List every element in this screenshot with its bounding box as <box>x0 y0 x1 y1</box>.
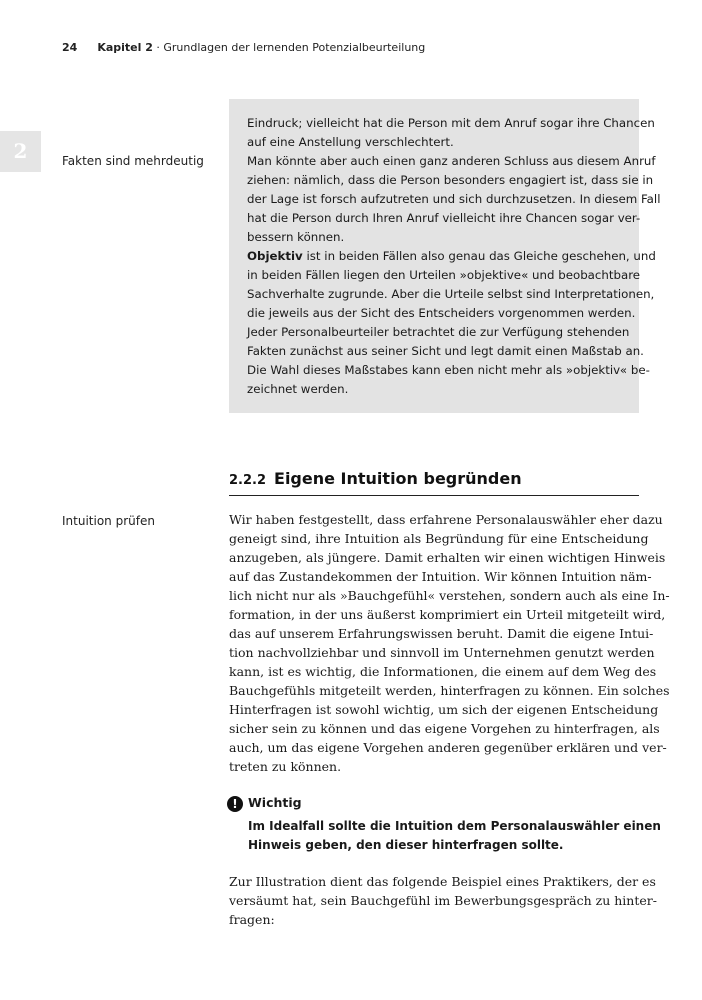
box-line: auf eine Anstellung verschlechtert. <box>247 135 454 149</box>
text-line: sicher sein zu können und das eigene Vorgehen zu hinterfragen, als <box>229 721 660 736</box>
text-line: das auf unserem Erfahrungswissen beruht. Damit die eigene Intui- <box>229 626 654 641</box>
box-line: Jeder Personalbeurteiler betrachtet die zur Verfügung stehenden <box>247 325 630 339</box>
chapter-title: Grundlagen der lernenden Potenzialbeurteilung <box>163 41 426 54</box>
box-line: Man könnte aber auch einen ganz anderen Schluss aus diesem Anruf <box>247 154 656 168</box>
example-box <box>229 99 661 413</box>
box-line-rest: ist in beiden Fällen also genau das Gleiche geschehen, und <box>302 249 656 263</box>
text-line: Bauchgefühls mitgeteilt werden, hinterfragen zu können. Ein solches <box>229 683 670 698</box>
box-line: die jeweils aus der Sicht des Entscheiders vorgenommen werden. <box>247 306 636 320</box>
text-line: tion nachvollziehbar und sinnvoll im Unternehmen genutzt werden <box>229 645 655 660</box>
box-paragraph-3 <box>247 247 656 399</box>
important-line: Im Idealfall sollte die Intuition dem Personalauswähler einen <box>248 819 661 833</box>
text-line: Wir haben festgestellt, dass erfahrene Personalauswähler eher dazu <box>229 512 663 527</box>
box-line: Die Wahl dieses Maßstabes kann eben nicht mehr als »objektiv« be- <box>247 363 650 377</box>
body-paragraph-2 <box>229 872 657 929</box>
chapter-label: Kapitel 2 <box>97 41 153 54</box>
box-line: der Lage ist forsch aufzutreten und sich durchzusetzen. In diesem Fall <box>247 192 661 206</box>
text-line: auch, um das eigene Vorgehen anderen gegenüber erklären und ver- <box>229 740 667 755</box>
text-line: geneigt sind, ihre Intuition als Begründung für eine Entscheidung <box>229 531 649 546</box>
section-title: Eigene Intuition begründen <box>274 469 522 488</box>
box-line: ziehen: nämlich, dass die Person besonders engagiert ist, dass sie in <box>247 173 654 187</box>
important-line: Hinweis geben, den dieser hinterfragen sollte. <box>248 838 564 852</box>
running-head <box>62 41 425 54</box>
box-paragraph-2 <box>247 152 661 247</box>
box-line: Eindruck; vielleicht hat die Person mit dem Anruf sogar ihre Chancen <box>247 116 655 130</box>
box-line: zeichnet werden. <box>247 382 349 396</box>
margin-note-facts: Fakten sind mehrdeutig <box>62 154 204 168</box>
text-line: lich nicht nur als »Bauchgefühl« verstehen, sondern auch als eine In- <box>229 588 670 603</box>
text-line: kann, ist es wichtig, die Informationen, die einem auf dem Weg des <box>229 664 657 679</box>
text-line: Zur Illustration dient das folgende Beispiel eines Praktikers, der es <box>229 874 656 889</box>
text-line: versäumt hat, sein Bauchgefühl im Bewerbungsgespräch zu hinter- <box>229 893 657 908</box>
page-number: 24 <box>62 41 78 54</box>
text-line: Hinterfragen ist sowohl wichtig, um sich der eigenen Entscheidung <box>229 702 659 717</box>
box-line: hat die Person durch Ihren Anruf vielleicht ihre Chancen sogar ver- <box>247 211 641 225</box>
header-separator: · <box>152 41 164 54</box>
box-paragraph-1 <box>247 114 655 152</box>
body-paragraph-1 <box>229 510 670 776</box>
margin-note-intuition: Intuition prüfen <box>62 514 155 528</box>
exclamation-icon: ! <box>227 796 243 812</box>
box-line: in beiden Fällen liegen den Urteilen »objektive« und beobachtbare <box>247 268 641 282</box>
bold-term: Objektiv <box>247 249 303 263</box>
chapter-tab: 2 <box>0 131 41 172</box>
section-heading <box>229 469 639 496</box>
text-line: anzugeben, als jüngere. Damit erhalten wir einen wichtigen Hinweis <box>229 550 666 565</box>
text-line: fragen: <box>229 912 275 927</box>
text-line: treten zu können. <box>229 759 342 774</box>
box-line: Fakten zunächst aus seiner Sicht und legt damit einen Maßstab an. <box>247 344 644 358</box>
text-line: auf das Zustandekommen der Intuition. Wir können Intuition näm- <box>229 569 652 584</box>
important-text <box>248 817 661 855</box>
box-line: bessern können. <box>247 230 345 244</box>
box-line <box>247 247 656 266</box>
section-number: 2.2.2 <box>229 473 267 488</box>
important-title: Wichtig <box>248 795 302 810</box>
text-line: formation, in der uns äußerst komprimiert ein Urteil mitgeteilt wird, <box>229 607 666 622</box>
box-line: Sachverhalte zugrunde. Aber die Urteile selbst sind Interpretationen, <box>247 287 655 301</box>
